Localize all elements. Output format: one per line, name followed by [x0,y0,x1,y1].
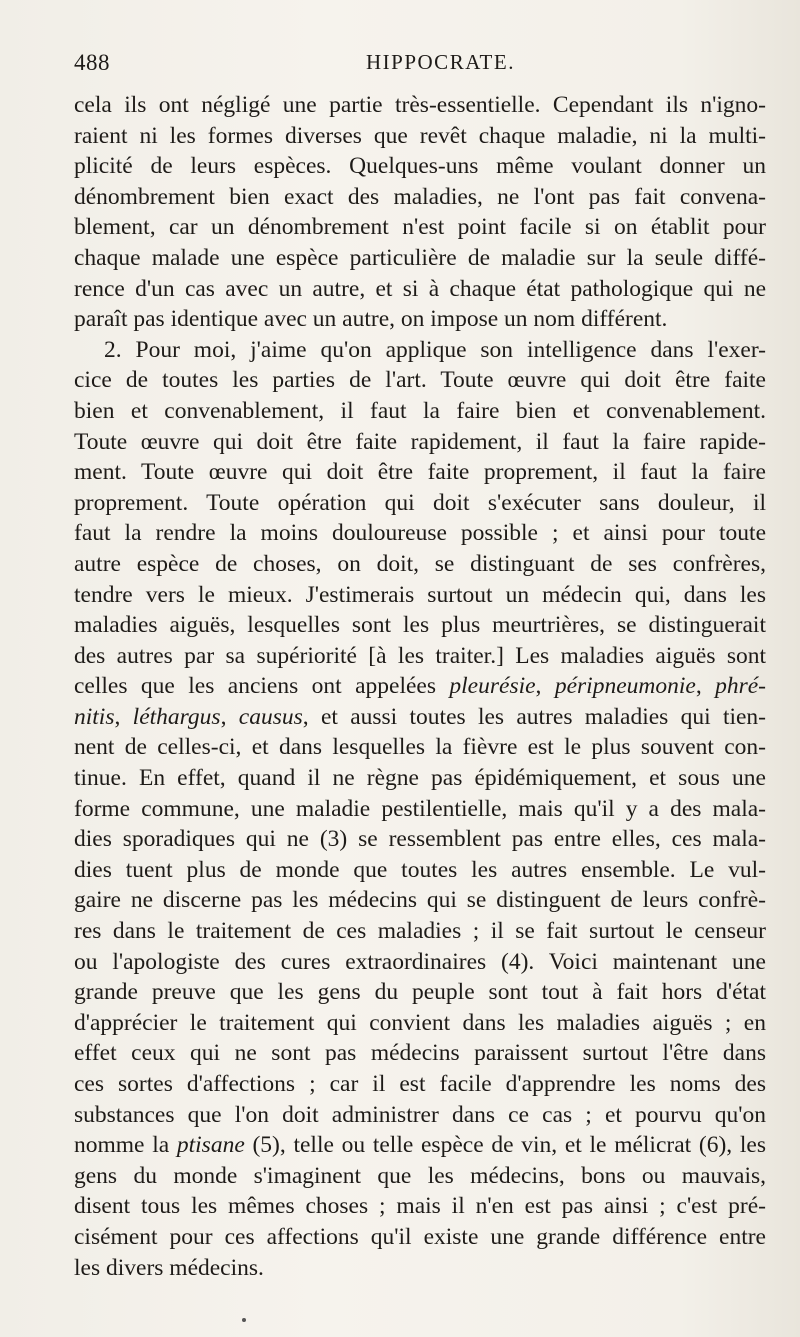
italic-term: péripneumonie [554,673,696,700]
running-title: HIPPOCRATE. [366,50,515,74]
text-line: disent tous les mêmes choses ; mais il n'en est pas ainsi ; c'est pré- [74,1193,766,1220]
text-line: dies sporadiques qui ne (3) se ressemblent pas entre elles, ces mala- [74,826,766,853]
italic-term: causus [238,703,303,730]
italic-term: phré- [715,673,767,700]
text-run: nomme la [74,1132,177,1159]
text-line: cela ils ont négligé une partie très-essentielle. Cependant ils n'igno- [74,92,766,118]
text-line: raient ni les formes diverses que revêt chaque maladie, ni la multi- [74,122,766,149]
italic-term: léthargus [132,703,221,730]
text-line: gaire ne discerne pas les médecins qui se distinguent de leurs confrè- [74,887,766,914]
text-line: bien et convenablement, il faut la faire bien et convenablement. [74,397,766,424]
text-line: grande preuve que les gens du peuple sont tout à fait hors d'état [74,979,766,1006]
italic-term: ptisane [176,1132,245,1159]
text-line: chaque malade une espèce particulière de maladie sur la seule diffé- [74,244,766,271]
text-line: autre espèce de choses, on doit, se distinguant de ses confrères, [74,550,766,577]
text-line: tendre vers le mieux. J'estimerais surtout un médecin qui, dans les [74,581,766,608]
text-line: faut la rendre la moins douloureuse possible ; et ainsi pour toute [74,520,766,547]
text-line: des autres par sa supériorité [à les traiter.] Les maladies aiguës sont [74,642,766,669]
text-line: gens du monde s'imaginent que les médecins, bons ou mauvais, [74,1162,766,1189]
text-run: celles que les anciens ont appelées [74,673,450,700]
text-line: effet ceux qui ne sont pas médecins paraissent surtout l'être dans [74,1040,766,1067]
text-line: res dans le traitement de ces maladies ; il se fait surtout le censeur [74,918,766,945]
page-number: 488 [74,50,110,75]
text-line: dies tuent plus de monde que toutes les autres ensemble. Le vul- [74,856,766,883]
italic-term: nitis [74,703,115,730]
body-text [74,90,766,1283]
text-line: 2. Pour moi, j'aime qu'on applique son intelligence dans l'exer- [104,336,766,363]
text-line: maladies aiguës, lesquelles sont les plus meurtrières, se distinguerait [74,612,766,639]
text-line: plicité de leurs espèces. Quelques-uns même voulant donner un [74,153,766,180]
text-line [74,1130,766,1161]
text-line: d'apprécier le traitement qui convient dans les maladies aiguës ; en [74,1009,766,1036]
text-line: substances que l'on doit administrer dans ce cas ; et pourvu qu'on [74,1101,766,1128]
text-run: , [695,673,716,700]
text-line: rence d'un cas avec un autre, et si à chaque état pathologique qui ne [74,275,766,302]
text-line: tinue. En effet, quand il ne règne pas épidémiquement, et sous une [74,765,766,792]
text-line: proprement. Toute opération qui doit s'exécuter sans douleur, il [74,489,766,516]
text-line: cisément pour ces affections qu'il existe une grande différence entre [74,1223,766,1250]
text-run: , [220,703,239,730]
text-line: cice de toutes les parties de l'art. Toute œuvre qui doit être faite [74,367,766,394]
text-line: paraît pas identique avec un autre, on impose un nom différent. [74,306,668,333]
text-line: les divers médecins. [74,1254,264,1281]
text-line: blement, car un dénombrement n'est point facile si on établit pour [74,214,766,241]
page-header [74,50,760,84]
text-run: , et aussi toutes les autres maladies qui tien- [302,703,767,730]
text-line: nent de celles-ci, et dans lesquelles la fièvre est le plus souvent con- [74,734,766,761]
text-line: ment. Toute œuvre qui doit être faite proprement, il faut la faire [74,459,766,486]
text-line [74,671,766,702]
text-line [74,702,766,733]
text-run: , [114,703,133,730]
text-run: , [535,673,555,700]
text-line: forme commune, une maladie pestilentielle, mais qu'il y a des mala- [74,795,766,822]
text-line: ces sortes d'affections ; car il est facile d'apprendre les noms des [74,1071,766,1097]
italic-term: pleurésie [449,673,536,700]
ink-speck [242,1318,246,1322]
text-line: ou l'apologiste des cures extraordinaires (4). Voici maintenant une [74,948,766,975]
text-run: (5), telle ou telle espèce de vin, et le mélicrat (6), les [244,1132,766,1159]
text-line: dénombrement bien exact des maladies, ne l'ont pas fait convena- [74,183,766,210]
text-line: Toute œuvre qui doit être faite rapidement, il faut la faire rapide- [74,428,766,455]
